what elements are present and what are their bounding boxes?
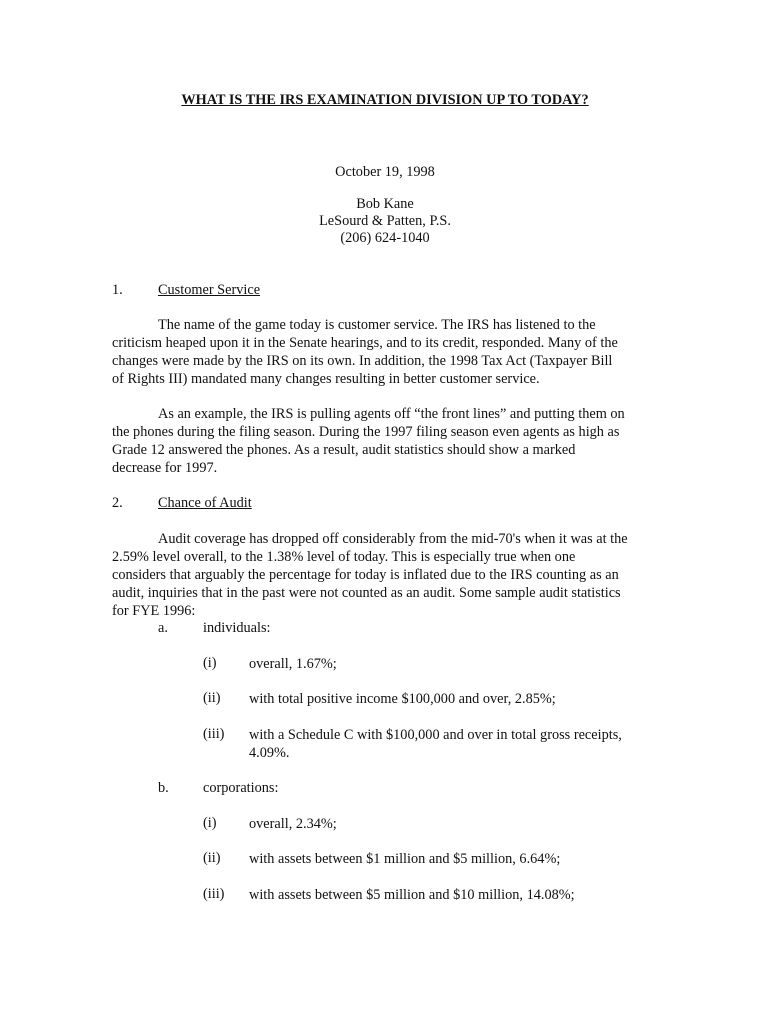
item-number: (iii) [203, 886, 225, 902]
list-item [249, 690, 669, 708]
list-item [249, 886, 669, 904]
item-number: (ii) [203, 850, 221, 866]
subsection-b-letter: b. [158, 780, 169, 796]
paragraph-line: Audit coverage has dropped off considerably from the mid-70's when it was at the [158, 531, 628, 547]
document-date: October 19, 1998 [335, 164, 435, 180]
author-firm: LeSourd & Patten, P.S. [319, 213, 451, 229]
paragraph-line: for FYE 1996: [112, 603, 196, 619]
item-line: with assets between $5 million and $10 million, 14.08%; [249, 887, 575, 903]
list-item [249, 815, 669, 833]
item-number: (ii) [203, 690, 221, 706]
list-item [249, 726, 669, 762]
paragraph-line: of Rights III) mandated many changes resulting in better customer service. [112, 371, 540, 387]
item-number: (iii) [203, 726, 225, 742]
paragraph-line: The name of the game today is customer service. The IRS has listened to the [158, 317, 596, 333]
subsection-a-letter: a. [158, 620, 168, 636]
item-line: with a Schedule C with $100,000 and over in total gross receipts, [249, 727, 622, 743]
item-line: overall, 1.67%; [249, 656, 337, 672]
list-item [249, 655, 669, 673]
author-name: Bob Kane [356, 196, 414, 212]
item-line: with assets between $1 million and $5 million, 6.64%; [249, 851, 561, 867]
section-1-paragraph-1 [112, 316, 660, 388]
section-2-heading: Chance of Audit [158, 495, 252, 511]
item-line: 4.09%. [249, 745, 290, 761]
section-1-number: 1. [112, 282, 123, 298]
item-number: (i) [203, 655, 217, 671]
document-title: WHAT IS THE IRS EXAMINATION DIVISION UP TO TODAY? [181, 92, 589, 108]
paragraph-line: audit, inquiries that in the past were not counted as an audit. Some sample audit statistics [112, 585, 621, 601]
paragraph-line: changes were made by the IRS on its own. In addition, the 1998 Tax Act (Taxpayer Bill [112, 353, 613, 369]
author-phone: (206) 624-1040 [340, 230, 430, 246]
paragraph-line: criticism heaped upon it in the Senate hearings, and to its credit, responded. Many of the [112, 335, 618, 351]
paragraph-line: 2.59% level overall, to the 1.38% level of today. This is especially true when one [112, 549, 576, 565]
paragraph-line: As an example, the IRS is pulling agents off “the front lines” and putting them on [158, 406, 625, 422]
section-1-heading: Customer Service [158, 282, 261, 298]
list-item [249, 850, 669, 868]
item-line: overall, 2.34%; [249, 816, 337, 832]
section-2-paragraph-1 [112, 530, 660, 620]
item-number: (i) [203, 815, 217, 831]
paragraph-line: the phones during the filing season. During the 1997 filing season even agents as high as [112, 424, 620, 440]
paragraph-line: considers that arguably the percentage for today is inflated due to the IRS counting as an [112, 567, 619, 583]
section-1-paragraph-2 [112, 405, 660, 477]
paragraph-line: Grade 12 answered the phones. As a result, audit statistics should show a marked [112, 442, 576, 458]
subsection-a-label: individuals: [203, 620, 271, 636]
paragraph-line: decrease for 1997. [112, 460, 218, 476]
section-2-number: 2. [112, 495, 123, 511]
subsection-b-label: corporations: [203, 780, 279, 796]
item-line: with total positive income $100,000 and over, 2.85%; [249, 691, 556, 707]
